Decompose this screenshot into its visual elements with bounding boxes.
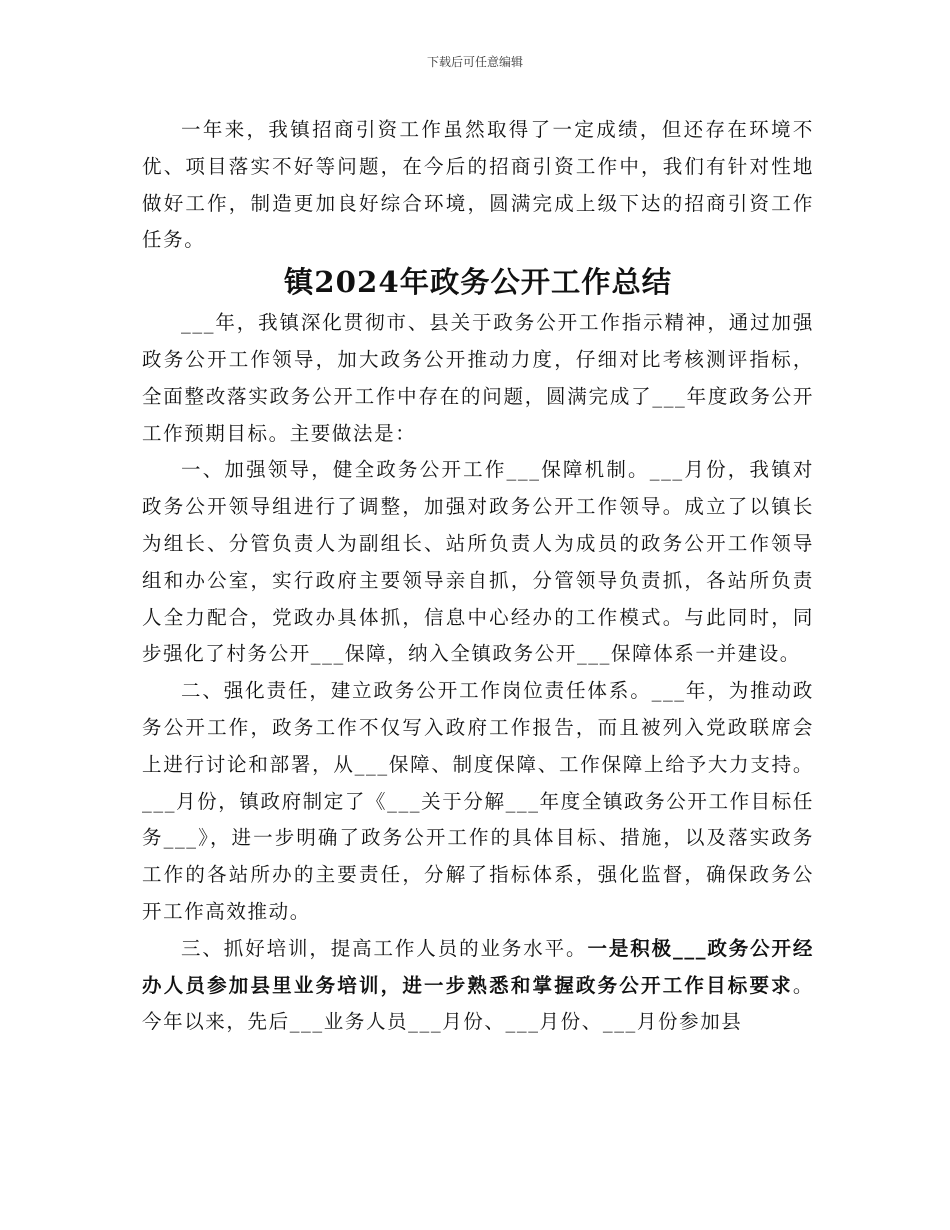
paragraph-2: 一、加强领导，健全政务公开工作___保障机制。___月份，我镇对政务公开领导组进行了调整，加强对政务公开工作领导。成立了以镇长为组长、分管负责人为副组长、站所负责人为成员的政务公开工作领导组和办公室，实行政府主要领导亲自抓，分管领导负责抓，各站所负责人全力配合，党政办具体抓，信息中心经办的工作模式。与此同时，同步强化了村务公开___保障，纳入全镇政务公开___保障体系一并建设。 xyxy=(142,458,814,666)
paragraph-4-bold: 一是积极___政务公开经办人员参加县里业务培训，进一步熟悉和掌握政务公开工作目标要求 xyxy=(142,936,815,997)
paragraph-4 xyxy=(142,931,814,1041)
paragraph-4-lead: 三、抓好培训，提高工作人员的业务水平。 xyxy=(181,936,588,960)
page-header: 下载后可任意编辑 xyxy=(426,55,523,69)
intro-paragraph: 一年来，我镇招商引资工作虽然取得了一定成绩，但还存在环境不优、项目落实不好等问题，在今后的招商引资工作中，我们有针对性地做好工作，制造更加良好综合环境，圆满完成上级下达的招商引资工作任务。 xyxy=(142,118,814,252)
paragraph-1: ___年，我镇深化贯彻市、县关于政务公开工作指示精神，通过加强政务公开工作领导，加大政务公开推动力度，仔细对比考核测评指标，全面整改落实政务公开工作中存在的问题，圆满完成了___年度政务公开工作预期目标。主要做法是： xyxy=(142,311,814,445)
document-body xyxy=(142,112,814,1041)
paragraph-3: 二、强化责任，建立政务公开工作岗位责任体系。___年，为推动政务公开工作，政务工作不仅写入政府工作报告，而且被列入党政联席会上进行讨论和部署，从___保障、制度保障、工作保障上给予大力支持。___月份，镇政府制定了《___关于分解___年度全镇政务公开工作目标任务___》，进一步明确了政务公开工作的具体目标、措施，以及落实政务工作的各站所办的主要责任，分解了指标体系，强化监督，确保政务公开工作高效推动。 xyxy=(142,679,814,923)
document-title: 镇2024年政务公开工作总结 xyxy=(284,265,672,300)
paragraph-4-tail: 。今年以来，先后___业务人员___月份、___月份、___月份参加县 xyxy=(142,973,814,1034)
